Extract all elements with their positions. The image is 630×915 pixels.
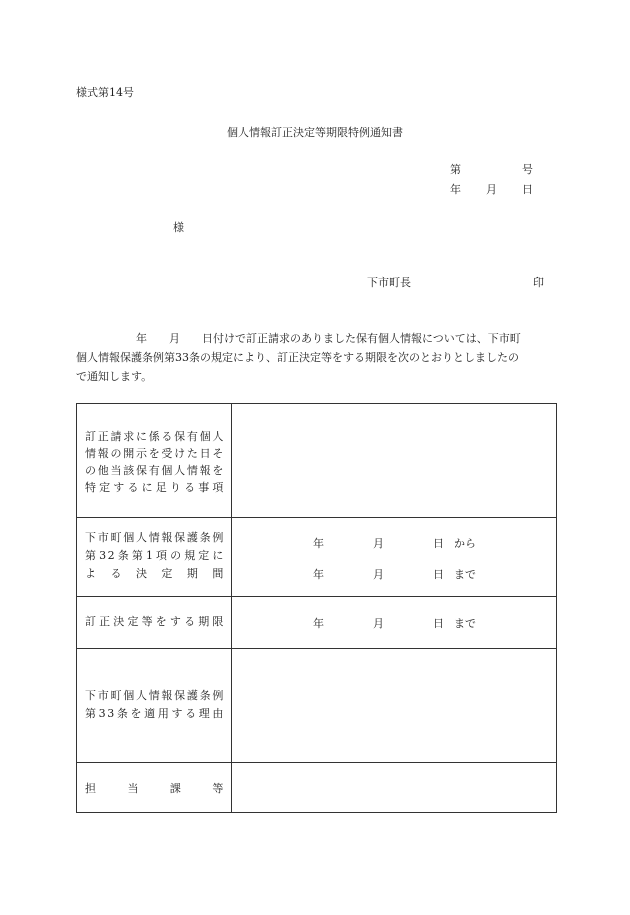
period-start-from: から (454, 537, 476, 550)
row-divider (77, 517, 556, 518)
period-start-day: 日 (433, 537, 444, 550)
row-label-deadline: 訂正決定等をする期限 (85, 615, 225, 628)
date-day: 日 (522, 183, 533, 196)
row-label-request-info: 訂正請求に係る保有個人 情報の開示を受けた日そ の他当該保有個人情報を 特定するに足りる事項 (85, 430, 225, 494)
period-end-month: 月 (373, 568, 384, 581)
body-line-2: 個人情報保護条例第33条の規定により、訂正決定等をする期限を次のとおりとしましたの (76, 351, 519, 364)
deadline-until: まで (454, 617, 476, 630)
row-label-department: 担当課等 (85, 782, 225, 795)
issuer: 下市町長 (367, 276, 411, 289)
period-start-year: 年 (313, 537, 324, 550)
row-divider (77, 596, 556, 597)
body-line-1: 年 月 日付けで訂正請求のありました保有個人情報については、下市町 (136, 332, 521, 345)
seal-mark: 印 (533, 276, 544, 289)
document-title: 個人情報訂正決定等期限特例通知書 (227, 126, 403, 139)
deadline-day: 日 (433, 617, 444, 630)
information-table (76, 403, 557, 813)
row-label-decision-period: 下市町個人情報保護条例 第32条第1項の規定に よる決定期間 (85, 531, 225, 580)
form-number: 様式第14号 (76, 86, 134, 99)
addressee-suffix: 様 (173, 221, 184, 234)
period-end-until: まで (454, 568, 476, 581)
doc-number-prefix: 第 (450, 163, 461, 176)
period-end-day: 日 (433, 568, 444, 581)
period-start-month: 月 (373, 537, 384, 550)
doc-number-suffix: 号 (522, 163, 533, 176)
deadline-year: 年 (313, 617, 324, 630)
body-line-3: で通知します。 (76, 370, 153, 383)
column-divider (231, 404, 232, 812)
date-month: 月 (486, 183, 497, 196)
row-divider (77, 762, 556, 763)
row-label-reason: 下市町個人情報保護条例 第33条を適用する理由 (85, 689, 225, 720)
period-end-year: 年 (313, 568, 324, 581)
date-year: 年 (450, 183, 461, 196)
row-divider (77, 648, 556, 649)
deadline-month: 月 (373, 617, 384, 630)
